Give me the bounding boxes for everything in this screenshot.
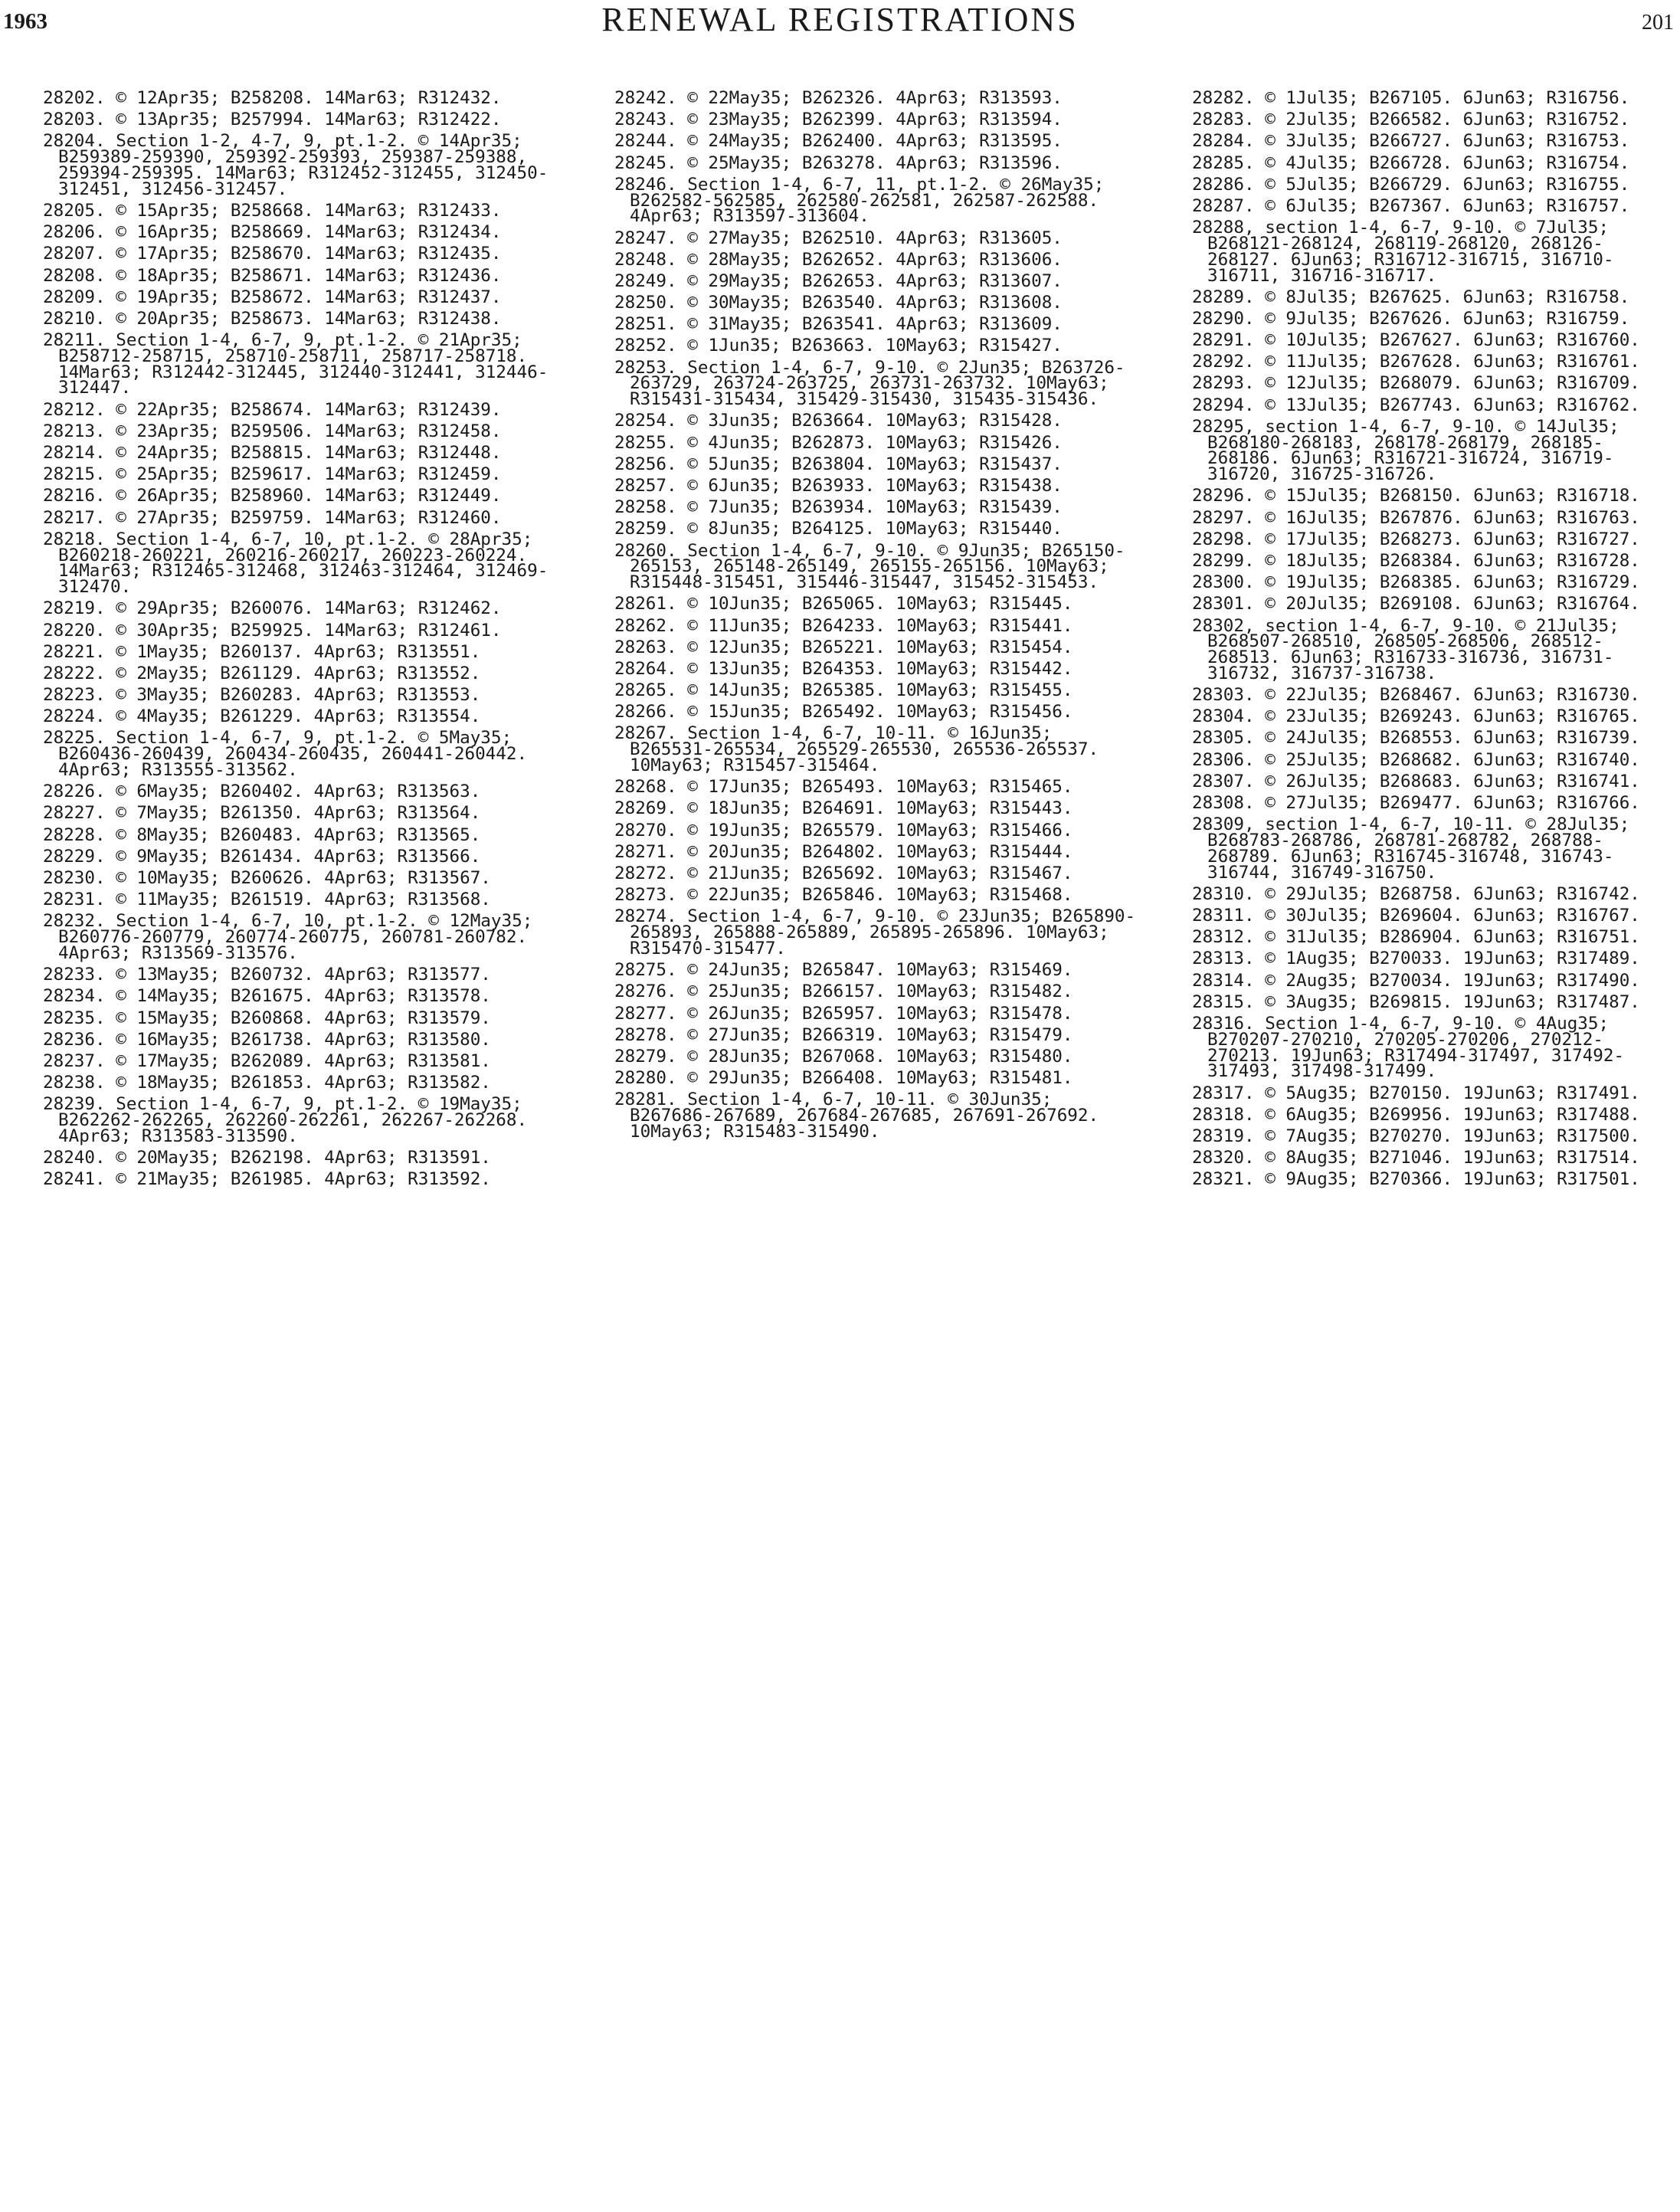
registration-entry: 28316. Section 1-4, 6-7, 9-10. © 4Aug35; B270207-270210, 270205-270206, 270212-270213. 19Jun63; R317494-317497, 317492-317493, 317498-317499. — [1192, 1013, 1625, 1082]
registration-entry: 28251. © 31May35; B263541. 4Apr63; R313609. — [614, 314, 1063, 335]
registration-entry: 28282. © 1Jul35; B267105. 6Jun63; R316756. — [1192, 90, 1630, 108]
registration-entry: 28205. © 15Apr35; B258668. 14Mar63; R312433. — [43, 200, 502, 221]
registration-entry: 28209. © 19Apr35; B258672. 14Mar63; R312437. — [43, 287, 502, 307]
registration-entry: 28265. © 14Jun35; B265385. 10May63; R315455. — [614, 680, 1073, 701]
registration-entry: 28235. © 15May35; B260868. 4Apr63; R313579. — [43, 1008, 491, 1028]
registration-entry: 28203. © 13Apr35; B257994. 14Mar63; R312422. — [43, 110, 502, 130]
page-number: 201 — [1642, 11, 1674, 34]
registration-entry: 28264. © 13Jun35; B264353. 10May63; R315442. — [614, 658, 1073, 679]
registration-entry: 28228. © 8May35; B260483. 4Apr63; R313565. — [43, 824, 481, 845]
registration-entry: 28269. © 18Jun35; B264691. 10May63; R315443. — [614, 798, 1073, 819]
registration-entry: 28280. © 29Jun35; B266408. 10May63; R315481. — [614, 1068, 1073, 1089]
registration-entry: 28234. © 14May35; B261675. 4Apr63; R313578. — [43, 986, 491, 1007]
registration-entry: 28263. © 12Jun35; B265221. 10May63; R315454. — [614, 637, 1073, 657]
registration-entry: 28225. Section 1-4, 6-7, 9, pt.1-2. © 5May35; B260436-260439, 260434-260435, 260441-260442. 4Apr63; R313555-313562. — [43, 728, 538, 781]
registration-entry: 28277. © 26Jun35; B265957. 10May63; R315478. — [614, 1003, 1073, 1024]
registration-entry: 28279. © 28Jun35; B267068. 10May63; R315480. — [614, 1046, 1073, 1067]
registration-entry: 28221. © 1May35; B260137. 4Apr63; R313551. — [43, 641, 481, 662]
registration-entry: 28217. © 27Apr35; B259759. 14Mar63; R312460. — [43, 507, 502, 528]
registration-entry: 28253. Section 1-4, 6-7, 9-10. © 2Jun35; B263726-263729, 263724-263725, 263731-263732. 10May63; R315431-315434, 315429-315430, 315435-315436. — [614, 357, 1125, 410]
registration-entry: 28213. © 23Apr35; B259506. 14Mar63; R312458. — [43, 421, 502, 441]
registration-entry: 28306. © 25Jul35; B268682. 6Jun63; R316740. — [1192, 749, 1640, 770]
registration-entry: 28226. © 6May35; B260402. 4Apr63; R313563. — [43, 782, 481, 802]
registration-entry: 28300. © 19Jul35; B268385. 6Jun63; R316729. — [1192, 572, 1640, 593]
registration-entry: 28208. © 18Apr35; B258671. 14Mar63; R312436. — [43, 265, 502, 286]
registration-entry: 28299. © 18Jul35; B268384. 6Jun63; R316728. — [1192, 550, 1640, 571]
registration-entry: 28237. © 17May35; B262089. 4Apr63; R313581. — [43, 1050, 491, 1071]
registration-entry: 28231. © 11May35; B261519. 4Apr63; R313568. — [43, 890, 491, 910]
registration-entry: 28272. © 21Jun35; B265692. 10May63; R315467. — [614, 863, 1073, 883]
registration-entry: 28267. Section 1-4, 6-7, 10-11. © 16Jun35; B265531-265534, 265529-265530, 265536-265537. 10May63; R315457-315464. — [614, 723, 1109, 776]
registration-entry: 28287. © 6Jul35; B267367. 6Jun63; R316757. — [1192, 195, 1630, 216]
registration-entry: 28318. © 6Aug35; B269956. 19Jun63; R317488. — [1192, 1104, 1640, 1125]
registration-entry: 28289. © 8Jul35; B267625. 6Jun63; R316758. — [1192, 287, 1630, 307]
registration-entry: 28298. © 17Jul35; B268273. 6Jun63; R316727. — [1192, 529, 1640, 549]
registration-entry: 28243. © 23May35; B262399. 4Apr63; R313594. — [614, 110, 1063, 130]
registration-entry: 28212. © 22Apr35; B258674. 14Mar63; R312439. — [43, 399, 502, 420]
page-title: RENEWAL REGISTRATIONS — [601, 1, 1079, 38]
registration-entry: 28295, section 1-4, 6-7, 9-10. © 14Jul35; B268180-268183, 268178-268179, 268185-268186. 6Jun63; R316721-316724, 316719-316720, 316725-316726. — [1192, 416, 1630, 485]
registration-entry: 28312. © 31Jul35; B286904. 6Jun63; R316751. — [1192, 927, 1640, 948]
registration-entry: 28210. © 20Apr35; B258673. 14Mar63; R312438. — [43, 308, 502, 329]
registration-entry: 28303. © 22Jul35; B268467. 6Jun63; R316730. — [1192, 685, 1640, 706]
registration-entry: 28294. © 13Jul35; B267743. 6Jun63; R316762. — [1192, 395, 1640, 415]
registration-entry: 28262. © 11Jun35; B264233. 10May63; R315441. — [614, 615, 1073, 636]
registration-entry: 28247. © 27May35; B262510. 4Apr63; R313605. — [614, 228, 1063, 248]
registration-entry: 28244. © 24May35; B262400. 4Apr63; R313595. — [614, 131, 1063, 152]
registration-entry: 28232. Section 1-4, 6-7, 10, pt.1-2. © 12May35; B260776-260779, 260774-260775, 260781-260782. 4Apr63; R313569-313576. — [43, 911, 543, 963]
registration-entry: 28319. © 7Aug35; B270270. 19Jun63; R317500. — [1192, 1126, 1640, 1146]
registration-entry: 28236. © 16May35; B261738. 4Apr63; R313580. — [43, 1029, 491, 1050]
registration-entry: 28274. Section 1-4, 6-7, 9-10. © 23Jun35; B265890-265893, 265888-265889, 265895-265896. 10May63; R315470-315477. — [614, 906, 1136, 959]
registration-entry: 28293. © 12Jul35; B268079. 6Jun63; R316709. — [1192, 373, 1640, 394]
registration-entry: 28250. © 30May35; B263540. 4Apr63; R313608. — [614, 293, 1063, 313]
registration-entry: 28278. © 27Jun35; B266319. 10May63; R315479. — [614, 1024, 1073, 1045]
registration-entry: 28276. © 25Jun35; B266157. 10May63; R315482. — [614, 981, 1073, 1002]
registration-entry: 28292. © 11Jul35; B267628. 6Jun63; R316761. — [1192, 352, 1640, 372]
registration-entry: 28317. © 5Aug35; B270150. 19Jun63; R317491. — [1192, 1083, 1640, 1103]
registration-entry: 28270. © 19Jun35; B265579. 10May63; R315466. — [614, 820, 1073, 841]
registration-entry: 28266. © 15Jun35; B265492. 10May63; R315456. — [614, 702, 1073, 723]
registration-entry: 28258. © 7Jun35; B263934. 10May63; R315439. — [614, 497, 1063, 518]
registration-entry: 28248. © 28May35; B262652. 4Apr63; R313606. — [614, 249, 1063, 270]
column-1 — [43, 90, 564, 2205]
registration-entry: 28260. Section 1-4, 6-7, 9-10. © 9Jun35; B265150-265153, 265148-265149, 265155-265156. 10May63; R315448-315451, 315446-315447, 315452-315453. — [614, 540, 1125, 593]
registration-entry: 28311. © 30Jul35; B269604. 6Jun63; R316767. — [1192, 906, 1640, 926]
registration-entry: 28286. © 5Jul35; B266729. 6Jun63; R316755. — [1192, 174, 1630, 195]
registration-entry: 28242. © 22May35; B262326. 4Apr63; R313593. — [614, 90, 1063, 108]
registration-entry: 28313. © 1Aug35; B270033. 19Jun63; R317489. — [1192, 949, 1640, 969]
registration-entry: 28284. © 3Jul35; B266727. 6Jun63; R316753. — [1192, 131, 1630, 152]
registration-entry: 28239. Section 1-4, 6-7, 9, pt.1-2. © 19May35; B262262-262265, 262260-262261, 262267-262268. 4Apr63; R313583-313590. — [43, 1094, 538, 1146]
registration-entry: 28259. © 8Jun35; B264125. 10May63; R315440. — [614, 519, 1063, 539]
registration-entry: 28283. © 2Jul35; B266582. 6Jun63; R316752. — [1192, 110, 1630, 130]
registration-entry: 28297. © 16Jul35; B267876. 6Jun63; R316763. — [1192, 507, 1640, 528]
column-2 — [614, 90, 1143, 2205]
registration-entry: 28252. © 1Jun35; B263663. 10May63; R315427. — [614, 336, 1063, 356]
registration-entry: 28273. © 22Jun35; B265846. 10May63; R315468. — [614, 885, 1073, 906]
registration-entry: 28257. © 6Jun35; B263933. 10May63; R315438. — [614, 476, 1063, 496]
registration-entry: 28314. © 2Aug35; B270034. 19Jun63; R317490. — [1192, 970, 1640, 991]
registration-entry: 28288, section 1-4, 6-7, 9-10. © 7Jul35; B268121-268124, 268119-268120, 268126-268127. 6Jun63; R316712-316715, 316710-316711, 316716-316717. — [1192, 218, 1619, 286]
registration-entry: 28275. © 24Jun35; B265847. 10May63; R315469. — [614, 960, 1073, 981]
registration-entry: 28249. © 29May35; B262653. 4Apr63; R313607. — [614, 270, 1063, 291]
registration-entry: 28315. © 3Aug35; B269815. 19Jun63; R317487. — [1192, 991, 1640, 1012]
registration-entry: 28202. © 12Apr35; B258208. 14Mar63; R312432. — [43, 90, 502, 108]
registration-entry: 28268. © 17Jun35; B265493. 10May63; R315465. — [614, 777, 1073, 798]
registration-entry: 28206. © 16Apr35; B258669. 14Mar63; R312434. — [43, 222, 502, 243]
registration-entry: 28214. © 24Apr35; B258815. 14Mar63; R312448. — [43, 443, 502, 464]
registration-entry: 28224. © 4May35; B261229. 4Apr63; R313554. — [43, 706, 481, 727]
registration-entry: 28321. © 9Aug35; B270366. 19Jun63; R317501. — [1192, 1169, 1640, 1190]
registration-entry: 28285. © 4Jul35; B266728. 6Jun63; R316754. — [1192, 152, 1630, 173]
registration-entry: 28223. © 3May35; B260283. 4Apr63; R313553. — [43, 685, 481, 706]
registration-entry: 28240. © 20May35; B262198. 4Apr63; R313591. — [43, 1148, 491, 1168]
registration-entry: 28261. © 10Jun35; B265065. 10May63; R315445. — [614, 594, 1073, 614]
registration-entry: 28230. © 10May35; B260626. 4Apr63; R313567. — [43, 868, 491, 889]
header-year: 1963 — [3, 9, 47, 34]
registration-entry: 28307. © 26Jul35; B268683. 6Jun63; R316741. — [1192, 771, 1640, 791]
registration-entry: 28301. © 20Jul35; B269108. 6Jun63; R316764. — [1192, 594, 1640, 614]
registration-entry: 28305. © 24Jul35; B268553. 6Jun63; R316739. — [1192, 728, 1640, 749]
registration-entry: 28241. © 21May35; B261985. 4Apr63; R313592. — [43, 1169, 491, 1190]
registration-entry: 28271. © 20Jun35; B264802. 10May63; R315444. — [614, 841, 1073, 862]
registration-entry: 28310. © 29Jul35; B268758. 6Jun63; R316742. — [1192, 883, 1640, 904]
registration-entry: 28245. © 25May35; B263278. 4Apr63; R313596. — [614, 152, 1063, 173]
registration-entry: 28302, section 1-4, 6-7, 9-10. © 21Jul35; B268507-268510, 268505-268506, 268512-268513. 6Jun63; R316733-316736, 316731-316732, 316737-316738. — [1192, 615, 1630, 683]
registration-entry: 28211. Section 1-4, 6-7, 9, pt.1-2. © 21Apr35; B258712-258715, 258710-258711, 258717-258718. 14Mar63; R312442-312445, 312440-312441, 312446-312447. — [43, 330, 549, 398]
registration-entry: 28290. © 9Jul35; B267626. 6Jun63; R316759. — [1192, 308, 1630, 329]
registration-entry: 28220. © 30Apr35; B259925. 14Mar63; R312461. — [43, 620, 502, 641]
registration-entry: 28281. Section 1-4, 6-7, 10-11. © 30Jun35; B267686-267689, 267684-267685, 267691-267692. 10May63; R315483-315490. — [614, 1090, 1109, 1142]
registration-entry: 28233. © 13May35; B260732. 4Apr63; R313577. — [43, 965, 491, 985]
registration-entry: 28227. © 7May35; B261350. 4Apr63; R313564. — [43, 803, 481, 824]
registration-entry: 28246. Section 1-4, 6-7, 11, pt.1-2. © 26May35; B262582-562585, 262580-262581, 262587-262588. 4Apr63; R313597-313604. — [614, 174, 1115, 227]
registration-entry: 28304. © 23Jul35; B269243. 6Jun63; R316765. — [1192, 706, 1640, 727]
registration-entry: 28222. © 2May35; B261129. 4Apr63; R313552. — [43, 663, 481, 683]
registration-entry: 28296. © 15Jul35; B268150. 6Jun63; R316718. — [1192, 486, 1640, 506]
registration-entry: 28219. © 29Apr35; B260076. 14Mar63; R312462. — [43, 598, 502, 619]
registration-entry: 28320. © 8Aug35; B271046. 19Jun63; R317514. — [1192, 1148, 1640, 1168]
registration-entry: 28229. © 9May35; B261434. 4Apr63; R313566. — [43, 846, 481, 867]
column-3 — [1192, 90, 1676, 2205]
registration-entry: 28207. © 17Apr35; B258670. 14Mar63; R312435. — [43, 244, 502, 264]
registration-entry: 28216. © 26Apr35; B258960. 14Mar63; R312449. — [43, 486, 502, 506]
registration-entry: 28254. © 3Jun35; B263664. 10May63; R315428. — [614, 411, 1063, 431]
registration-entry: 28309, section 1-4, 6-7, 10-11. © 28Jul35; B268783-268786, 268781-268782, 268788-268789. 6Jun63; R316745-316748, 316743-316744, 316749-316750. — [1192, 814, 1640, 883]
registration-entry: 28291. © 10Jul35; B267627. 6Jun63; R316760. — [1192, 330, 1640, 351]
registration-entry: 28256. © 5Jun35; B263804. 10May63; R315437. — [614, 454, 1063, 474]
registration-entry: 28255. © 4Jun35; B262873. 10May63; R315426. — [614, 432, 1063, 453]
registration-entry: 28218. Section 1-4, 6-7, 10, pt.1-2. © 28Apr35; B260218-260221, 260216-260217, 260223-260224. 14Mar63; R312465-312468, 312463-312464, 312469-312470. — [43, 529, 549, 598]
registration-entry: 28204. Section 1-2, 4-7, 9, pt.1-2. © 14Apr35; B259389-259390, 259392-259393, 259387-259388, 259394-259395. 14Mar63; R312452-312455, 312450-312451, 312456-312457. — [43, 131, 549, 199]
registration-entry: 28308. © 27Jul35; B269477. 6Jun63; R316766. — [1192, 793, 1640, 814]
registration-entry: 28215. © 25Apr35; B259617. 14Mar63; R312459. — [43, 464, 502, 485]
registration-entry: 28238. © 18May35; B261853. 4Apr63; R313582. — [43, 1073, 491, 1093]
page-header — [0, 0, 1680, 54]
